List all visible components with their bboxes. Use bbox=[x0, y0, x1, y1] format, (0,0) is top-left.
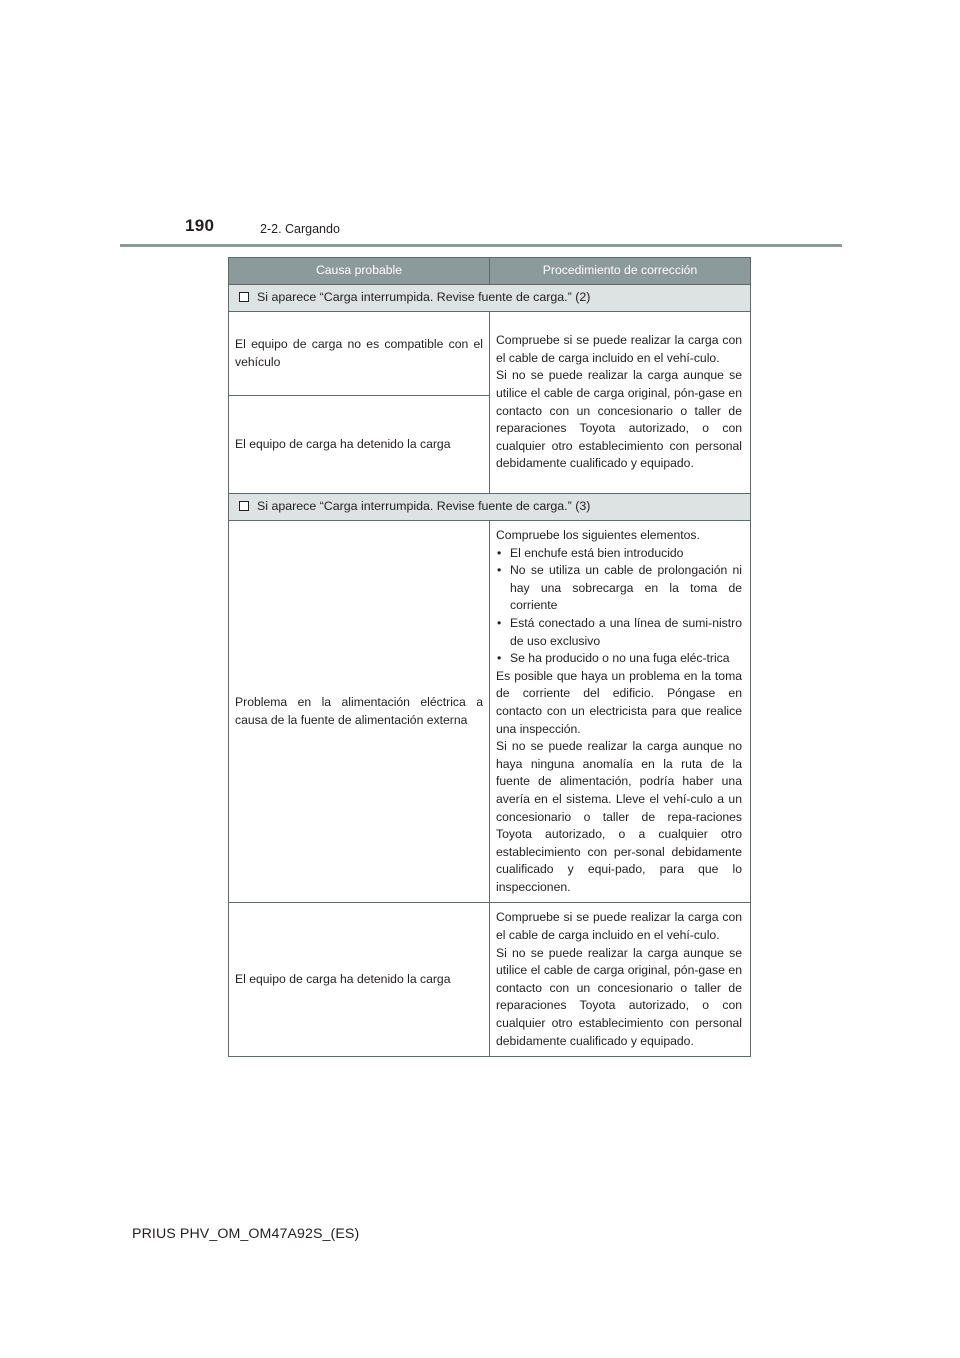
checkbox-square-icon bbox=[239, 501, 249, 511]
table-row bbox=[229, 521, 751, 903]
procedure-text: Es posible que haya un problema en la toma de corriente del edificio. Póngase en contacto con un electricista para que realice una inspección. bbox=[496, 668, 742, 736]
list-item-text: Está conectado a una línea de sumi-nistro de uso exclusivo bbox=[510, 615, 742, 648]
group-title: Si aparece “Carga interrumpida. Revise fuente de carga.” (2) bbox=[257, 290, 591, 305]
group-row bbox=[229, 285, 751, 312]
group-title-cell bbox=[229, 494, 751, 521]
table-header-row bbox=[229, 258, 751, 285]
group-row bbox=[229, 494, 751, 521]
section-title: 2-2. Cargando bbox=[260, 222, 340, 236]
procedure-text: Si no se puede realizar la carga aunque se utilice el cable de carga original, pón-gase en contacto con un concesionario o taller de reparaciones Toyota autorizado, o con cualquier otro establecimiento con personal debidamente cualificado y equipado. bbox=[496, 945, 742, 1048]
bullet-icon: • bbox=[497, 563, 502, 578]
procedure-text: Compruebe si se puede realizar la carga con el cable de carga incluido en el vehí-culo. bbox=[496, 910, 742, 943]
table-row bbox=[229, 312, 751, 396]
list-item bbox=[496, 650, 742, 668]
cause-cell: El equipo de carga ha detenido la carga bbox=[229, 396, 490, 494]
group-title: Si aparece “Carga interrumpida. Revise fuente de carga.” (3) bbox=[257, 499, 591, 514]
list-item bbox=[496, 545, 742, 563]
procedure-text: Si no se puede realizar la carga aunque se utilice el cable de carga original, pón-gase en contacto con un concesionario o taller de reparaciones Toyota autorizado, o con cualquier otro establecimiento con personal debidamente cualificado y equipado. bbox=[496, 368, 742, 471]
list-item-text: Se ha producido o no una fuga eléc-trica bbox=[510, 651, 730, 666]
list-item bbox=[496, 615, 742, 650]
group-title-cell bbox=[229, 285, 751, 312]
footer-document-code: PRIUS PHV_OM_OM47A92S_(ES) bbox=[132, 1226, 360, 1242]
list-item-text: No se utiliza un cable de prolongación ni hay una sobrecarga en la toma de corriente bbox=[510, 563, 742, 613]
procedure-text: Compruebe los siguientes elementos. bbox=[496, 528, 700, 542]
cause-cell: Problema en la alimentación eléctrica a causa de la fuente de alimentación externa bbox=[229, 521, 490, 903]
list-item bbox=[496, 562, 742, 615]
checkbox-square-icon bbox=[239, 292, 249, 302]
procedure-cell bbox=[490, 312, 751, 494]
bullet-icon: • bbox=[497, 545, 502, 560]
table-row bbox=[229, 903, 751, 1057]
troubleshooting-table bbox=[228, 257, 751, 1057]
bullet-icon: • bbox=[497, 615, 502, 630]
cause-cell: El equipo de carga ha detenido la carga bbox=[229, 903, 490, 1057]
list-item-text: El enchufe está bien introducido bbox=[510, 545, 684, 560]
procedure-cell bbox=[490, 903, 751, 1057]
header-rule bbox=[120, 244, 842, 247]
bullet-icon: • bbox=[497, 651, 502, 666]
cause-cell: El equipo de carga no es compatible con el vehículo bbox=[229, 312, 490, 396]
procedure-text: Si no se puede realizar la carga aunque no haya ninguna anomalía en la ruta de la fuente de alimentación, podría haber una avería en el sistema. Lleve el vehí-culo a un concesionario o taller de repa-raciones Toyota autorizado, o a cualquier otro establecimiento con per-sonal debidamente cualificado y equi-pado, para que lo inspeccionen. bbox=[496, 739, 742, 894]
column-header-procedure: Procedimiento de corrección bbox=[490, 258, 751, 285]
column-header-cause: Causa probable bbox=[229, 258, 490, 285]
procedure-cell bbox=[490, 521, 751, 903]
page-number: 190 bbox=[185, 216, 215, 235]
procedure-text: Compruebe si se puede realizar la carga con el cable de carga incluido en el vehí-culo. bbox=[496, 333, 742, 365]
